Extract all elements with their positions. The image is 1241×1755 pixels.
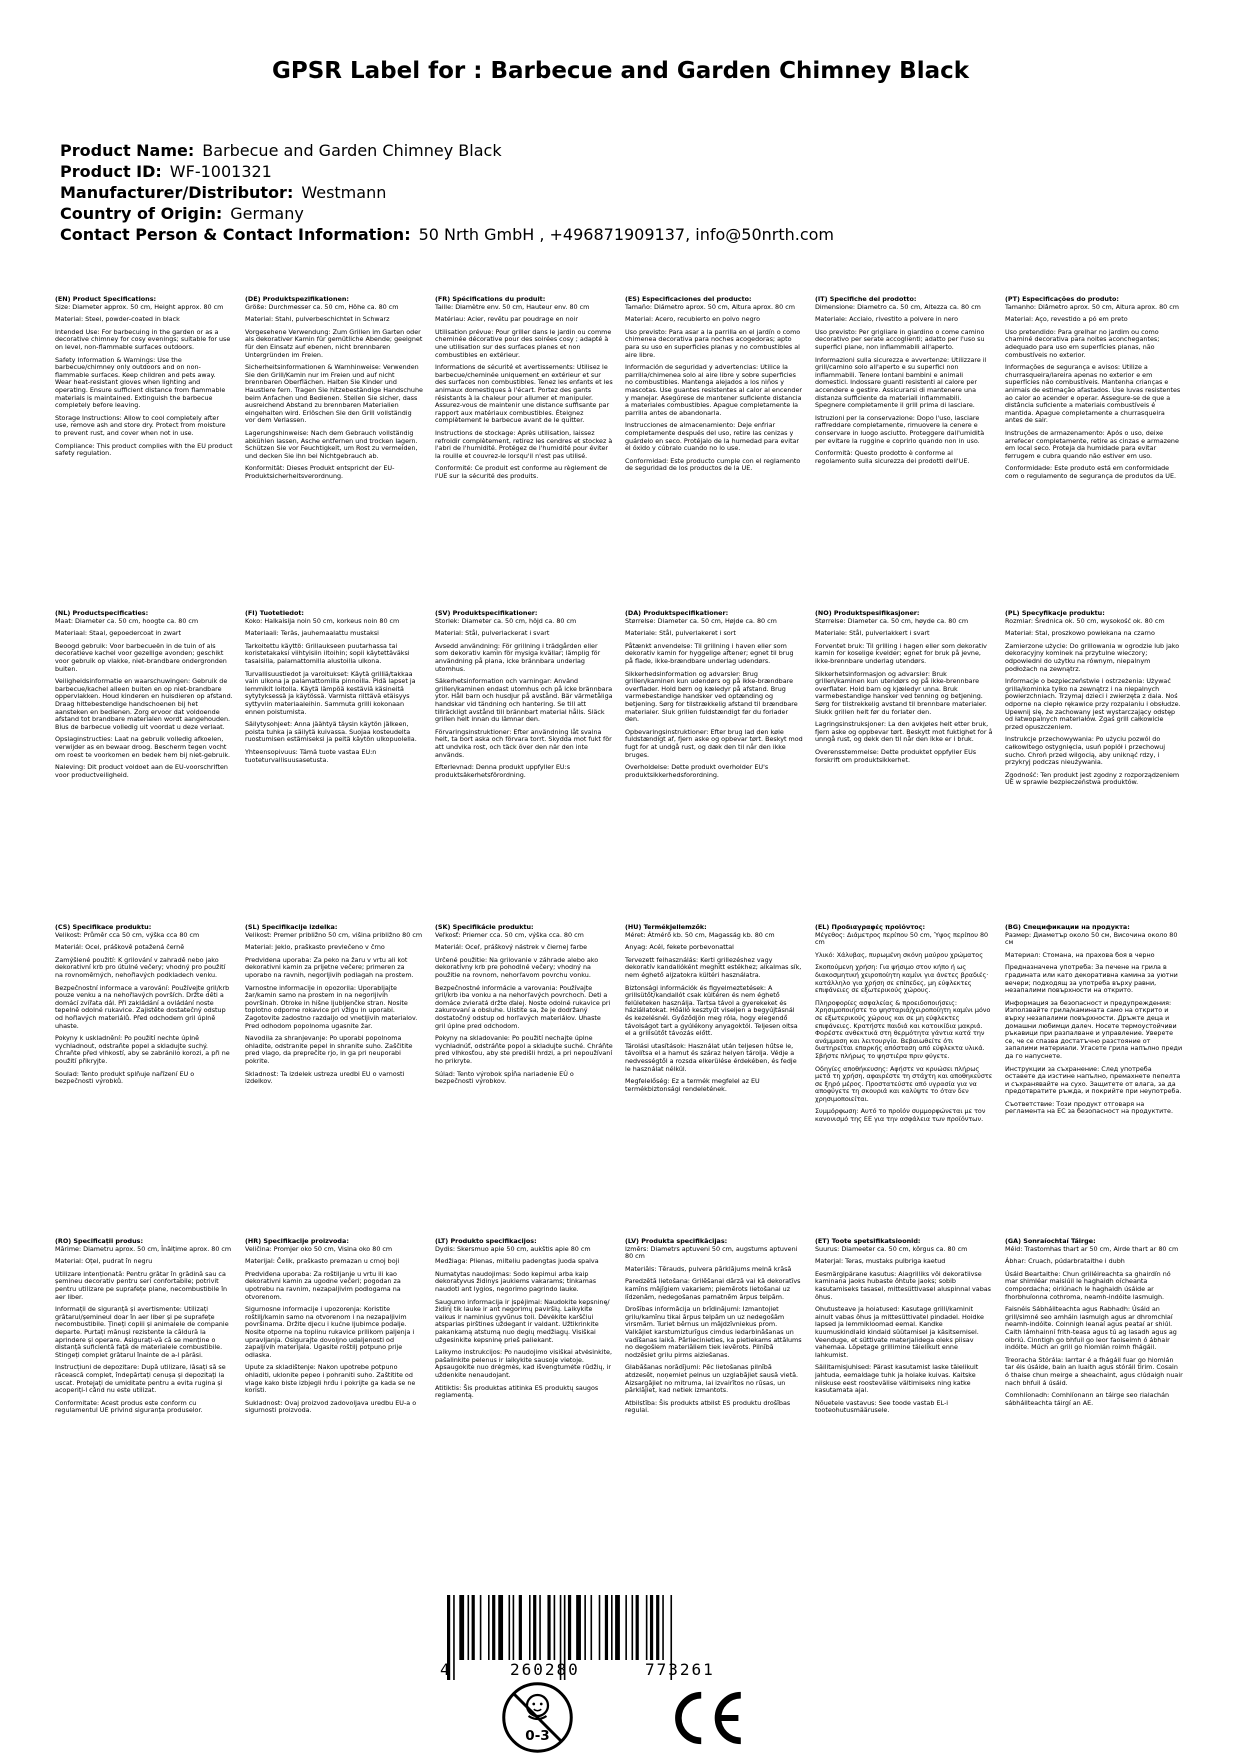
- barcode-bar: [488, 1595, 490, 1660]
- spec-column: [435, 924, 613, 1169]
- spec-line: Pokyny k uskladnění: Po použití nechte úplně vychladnout, odstraňte popel a skladujte suchý. Chraňte před vlhkostí, aby se zabránilo korozi, a při ne použití přikryjte.: [55, 1034, 230, 1065]
- spec-line: Treoracha Stórála: Iarrtar é a fhágáil fuar go hiomlán tar éis úsáide, bain an luaith agus stóráil tirim. Cosain ó thaise chun meirge a sheachaint, agus clúdaigh nuair nach bhfuil á úsáid.: [1005, 1355, 1183, 1387]
- spec-line: Comhlíonadh: Comhlíonann an táirge seo rialachán sábháilteachta táirgí an AE.: [1005, 1391, 1170, 1407]
- barcode-digits-right: 773261: [645, 1660, 715, 1679]
- info-value: Germany: [230, 204, 304, 223]
- barcode-bar: [599, 1595, 601, 1660]
- barcode-bar: [513, 1595, 515, 1660]
- spec-line: Materiál: Oceľ, práškový nástrek v čiernej farbe: [435, 943, 588, 952]
- spec-line: Intended Use: For barbecuing in the garden or as a decorative chimney for cosy evenings; suitable for use on level, non-flammable surfaces outdoors.: [55, 327, 231, 351]
- spec-line: Informacje o bezpieczeństwie i ostrzeżenia: Używać grilla/kominka tylko na zewnątrz i na niepalnych powierzchniach. Trzymaj dzieci i zwierzęta z dala. Noś odporne na ciepło rękawice przy rozpalaniu i obsłudze. Upewnij się, że zachowany jest wystarczający odstęp od łatwopalnych materiałów. Zgaś grill całkowicie przed opuszczeniem.: [1005, 677, 1181, 731]
- barcode-bar: [529, 1595, 531, 1660]
- spec-line: Sikkerhetsinformasjon og advarsler: Bruk grillen/kaminen kun utendørs og på ikke-brennbare overflater. Hold barn og kjæledyr unna. Bruk varmebestandige hansker ved tenning og betjening. Sørg for tilstrekkelig avstand til brennbare materialer. Slukk grillen helt før du forlater den.: [815, 669, 987, 716]
- spec-line: Förvaringsinstruktioner: Efter användning låt svalna helt, ta bort aska och förvara torrt. Skydda mot fukt för att undvika rost, och täck över den när den inte används.: [435, 727, 612, 759]
- barcode-bar: [480, 1595, 482, 1660]
- spec-line: Méret: Átmérő kb. 50 cm, Magasság kb. 80 cm: [625, 930, 775, 939]
- spec-column: [55, 1238, 233, 1483]
- spec-heading: (FR) Spécifications du produit:: [435, 296, 546, 303]
- barcode-digits-left: 260280: [510, 1660, 580, 1679]
- spec-line: Tárolási utasítások: Használat után teljesen hűtse le, távolítsa el a hamut és száraz helyen tárolja. Védje a nedvességtől a rozsda elkerülése érdekében, és fedje le használat nélkül.: [625, 1041, 797, 1073]
- spec-line: Tamanho: Diâmetro aprox. 50 cm, Altura aprox. 80 cm: [1005, 302, 1179, 311]
- spec-line: Materiale: Acciaio, rivestito a polvere in nero: [815, 315, 959, 324]
- spec-line: Säkerhetsinformation och varningar: Använd grillen/kaminen endast utomhus och på icke brännbara ytor. Håll barn och husdjur på avstånd. Bär värmetåliga handskar vid tändning och hantering. Se till att tillräckligt avstånd till brännbart material hålls. Släck grillen helt innan du lämnar den.: [435, 677, 613, 724]
- spec-line: Lagringsinstruksjoner: La den avkjøles helt etter bruk, fjern aske og oppbevar tørt. Beskytt mot fuktighet for å unngå rust, og dekk den til når den ikke er i bruk.: [815, 720, 993, 744]
- spec-line: Materiale: Stål, pulverlakeret i sort: [625, 629, 736, 638]
- spec-line: Instrucțiuni de depozitare: După utilizare, lăsați să se răcească complet, îndepărtați cenușa și depozitați la uscat. Protejați de umiditate pentru a evita rugina și acoperiți-l când nu este utilizat.: [55, 1363, 226, 1395]
- spec-line: Materiaali: Teräs, jauhemaalattu mustaksi: [245, 629, 379, 638]
- spec-line: Soulad: Tento produkt splňuje nařízení EU o bezpečnosti výrobků.: [55, 1069, 195, 1086]
- spec-line: Zgodność: Ten produkt jest zgodny z rozporządzeniem UE w sprawie bezpieczeństwa produktów.: [1005, 770, 1180, 787]
- spec-line: Información de seguridad y advertencias: Utilice la parrilla/chimenea solo al aire libre y sobre superficies no combustibles. Mantenga alejados a los niños y mascotas. Use guantes resistentes al calor al encender y manejar. Asegúrese de mantener suficiente distancia a materiales combustibles. Apague completamente la parrilla antes de abandonarla.: [625, 363, 803, 417]
- spec-line: Μέγεθος: Διάμετρος περίπου 50 cm, Ύψος περίπου 80 cm: [815, 930, 989, 947]
- spec-line: Material: Acero, recubierto en polvo negro: [625, 315, 761, 324]
- spec-line: Rozmiar: Średnica ok. 50 cm, wysokość ok. 80 cm: [1005, 616, 1165, 625]
- spec-line: Säilytysohjeet: Anna jäähtyä täysin käytön jälkeen, poista tuhka ja säilytä kuivassa. Suojaa kosteudelta ruostumisen estämiseksi ja peitä käytön ulkopuolella.: [245, 720, 417, 744]
- spec-line: Mărime: Diametru aprox. 50 cm, Înălțime aprox. 80 cm: [55, 1244, 232, 1253]
- spec-line: Dimensione: Diametro ca. 50 cm, Altezza ca. 80 cm: [815, 302, 981, 311]
- spec-line: Saugumo informacija ir įspėjimai: Naudokite kepsninę/židinį tik lauke ir ant negorimų paviršių. Laikykite vaikus ir naminius gyvūnus toli. Dėvėkite karščiui atsparias pirštines uždegant ir valdant. Užtikrinkite pakankamą atstumą nuo degių medžiagų. Visiškai užgesinkite kepsninę prieš paliekant.: [435, 1297, 610, 1344]
- spec-line: Glabāšanas norādījumi: Pēc lietošanas pilnībā atdzesēt, noņemiet pelnus un uzglabājiet sausā vietā. Aizsargājiet no mitruma, lai izvairītos no rūsas, un pārklājiet, kad netiek izmantots.: [625, 1363, 799, 1395]
- spec-line: Taille: Diamètre env. 50 cm, Hauteur env. 80 cm: [435, 302, 590, 311]
- info-value: WF-1001321: [169, 162, 272, 181]
- spec-line: Velikost: Premer približno 50 cm, višina približno 80 cm: [245, 930, 423, 939]
- spec-line: Conformité: Ce produit est conforme au règlement de l'UE sur la sécurité des produits.: [435, 464, 608, 480]
- product-id-row: [60, 161, 1180, 182]
- spec-line: Informazioni sulla sicurezza e avvertenze: Utilizzare il grill/camino solo all'aperto e su superfici non infiammabili. Tenere lontani bambini e animali domestici. Indossare guanti resistenti al calore per accendere e gestire. Assicurarsi di mantenere una distanza sufficiente da materiali infiammabili. Spegnere completamente il grill prima di lasciare.: [815, 355, 987, 410]
- spec-column: [55, 924, 233, 1169]
- spec-line: Tarkoitettu käyttö: Grillaukseen puutarhassa tai koristetakaksi viihtyisiin iltoihin; sopii käytettäväksi tasaisilla, palamattomilla alustoilla ulkona.: [245, 641, 410, 665]
- spec-heading: (SL) Specifikacije izdelka:: [245, 924, 338, 931]
- spec-line: Påtænkt anvendelse: Til grillning i haven eller som dekorativ kamin for hyggelige aftener; egnet til brug på flade, ikke-brændbare underlag udendørs.: [625, 641, 794, 665]
- spec-line: Paredzētā lietošana: Grilēšanai dārzā vai kā dekoratīvs kamīns mājīgiem vakariem; piemērots lietošanai uz līdzenām, nedegošanas pamatnēm ārpus telpām.: [625, 1277, 801, 1301]
- barcode-bar: [650, 1595, 653, 1660]
- spec-line: Naleving: Dit product voldoet aan de EU-voorschriften voor productveiligheid.: [55, 763, 228, 779]
- spec-line: Uso previsto: Per grigliare in giardino o come camino decorativo per serate accoglienti; adatto per l'uso su superfici piane, non infiammabili all'aperto.: [815, 327, 985, 351]
- spec-line: Materiāls: Tērauds, pulvera pārklājums melnā krāsā: [625, 1264, 792, 1273]
- barcode-bar: [576, 1595, 581, 1660]
- spec-line: Ábhar: Cruach, púdarbrataithe i dubh: [1005, 1257, 1125, 1266]
- spec-line: Suurus: Diameeter ca. 50 cm, kõrgus ca. 80 cm: [815, 1244, 968, 1253]
- spec-line: Material: Jeklo, praškasto prevlečeno v črno: [245, 943, 385, 952]
- spec-column: [435, 296, 613, 541]
- spec-line: Bezpečnostní informace a varování: Používejte gril/krb pouze venku a na nehořlavých površích. Držte děti a domácí zvířata dál. Při zakládání a ovládání noste tepelně odolné rukavice. Zajistěte dostatečný odstup od hořlavých materiálů. Před odchodem gril úplně uhaste.: [55, 983, 230, 1030]
- spec-heading: (DE) Produktspezifikationen:: [245, 296, 349, 303]
- spec-line: Koko: Halkaisija noin 50 cm, korkeus noin 80 cm: [245, 616, 400, 625]
- spec-line: Предназначена употреба: За печене на грила в градината или като декоративна камина за уютни вечери; подходящ за употреба върху равни, незапалими повърхности на открито.: [1005, 963, 1178, 995]
- spec-line: Skladnost: Ta izdelek ustreza uredbi EU o varnosti izdelkov.: [245, 1069, 405, 1086]
- spec-line: Dydis: Skersmuo apie 50 cm, aukštis apie 80 cm: [435, 1244, 591, 1253]
- spec-line: Utilisation prévue: Pour griller dans le jardin ou comme cheminée décorative pour des soirées cosy ; adapté à une utilisation sur des surfaces planes et non combustibles en extérieur.: [435, 327, 612, 359]
- spec-row-1: [55, 296, 1195, 541]
- spec-column: [625, 296, 803, 541]
- product-name-row: [60, 140, 1180, 161]
- barcode-bar: [509, 1595, 511, 1660]
- spec-line: Größe: Durchmesser ca. 50 cm, Höhe ca. 80 cm: [245, 302, 399, 311]
- spec-line: Material: Aço, revestido a pó em preto: [1005, 315, 1128, 324]
- spec-line: Sigurnosne informacije i upozorenja: Koristite roštilj/kamin samo na otvorenom i na nezapaljivim površinama. Držite djecu i kućne ljubimce podalje. Nosite otporne na toplinu rukavice prilikom paljenja i upravljanja. Osigurajte dovoljno udaljenosti od zapaljivih materijala. Ugasite roštilj potpuno prije odlaska.: [245, 1305, 415, 1359]
- spec-heading: (ES) Especificaciones del producto:: [625, 296, 752, 303]
- spec-line: Eesmärgipärane kasutus: Aiagrilliks või dekoratiivse kaminana jaoks hubaste õhtute jaoks; sobib kasutamiseks tasasel, mittesüttivasel aluspinnal vabas õhus.: [815, 1269, 992, 1301]
- spec-line: Veiligheidsinformatie en waarschuwingen: Gebruik de barbecue/kachel alleen buiten en op niet-brandbare oppervlakken. Houd kinderen en huisdieren op afstand. Draag hittebestendige handschoenen bij het aansteken en bedienen. Zorg ervoor dat voldoende afstand tot brandbare materialen wordt aangehouden. Blus de barbecue volledig uit voordat u deze verlaat.: [55, 677, 233, 731]
- spec-heading: (NL) Productspecificaties:: [55, 610, 149, 617]
- info-label: Product ID:: [60, 162, 162, 181]
- spec-line: Overensstemmelse: Dette produktet oppfyller EUs forskrift om produktsikkerhet.: [815, 747, 977, 764]
- spec-line: Instruções de armazenamento: Após o uso, deixe arrefecer completamente, retire as cinzas e armazene em local seco. Proteja da humidade para evitar ferrugem e cubra quando não estiver em uso.: [1005, 428, 1179, 460]
- spec-line: Safety Information & Warnings: Use the barbecue/chimney only outdoors and on non-flammable surfaces. Keep children and pets away. Wear heat-resistant gloves when lighting and operating. Ensure sufficient distance from flammable materials is maintained. Extinguish the barbecue completely before leaving.: [55, 355, 226, 410]
- page-title: GPSR Label for : Barbecue and Garden Chimney Black: [271, 58, 970, 84]
- spec-line: Veľkosť: Priemer cca. 50 cm, výška cca. 80 cm: [435, 930, 584, 939]
- spec-line: Matériau: Acier, revêtu par poudrage en noir: [435, 315, 578, 324]
- info-value: 50 Nrth GmbH , +496871909137, info@50nrth.com: [418, 225, 835, 244]
- product-info: [60, 140, 1180, 245]
- barcode-bar: [468, 1595, 470, 1660]
- barcode-bar: [568, 1595, 571, 1660]
- spec-line: Upute za skladištenje: Nakon upotrebe potpuno ohladiti, uklonite pepeo i pohraniti suho. Zaštitite od vlage kako biste izbjegli hrđu i pokrijte ga kada se ne koristi.: [245, 1363, 416, 1395]
- spec-line: Sikkerhedsinformation og advarsler: Brug grillen/kaminen kun udendørs og på ikke-brændbare overflader. Hold børn og kæledyr på afstand. Brug varmebestandige handsker ved optænding og betjening. Sørg for tilstrækkelig afstand til brændbare materialer. Sluk grillen fuldstændigt før du forlader den.: [625, 669, 798, 724]
- spec-line: Material: Stahl, pulverbeschichtet in Schwarz: [245, 315, 390, 324]
- spec-line: Informações de segurança e avisos: Utilize a churrasqueira/lareira apenas no exterior e em superfícies não combustíveis. Mantenha crianças e animais de estimação afastados. Use luvas resistentes ao calor ao acender e operar. Assegure-se de que a distância suficiente a materiais combustíveis é mantida. Apague completamente a churrasqueira antes de sair.: [1005, 363, 1181, 425]
- barcode-bar: [533, 1595, 536, 1660]
- spec-line: Sukladnost: Ovaj proizvod zadovoljava uredbu EU-a o sigurnosti proizvoda.: [245, 1398, 417, 1415]
- spec-line: Instrucciones de almacenamiento: Deje enfriar completamente después del uso, retire las cenizas y guárdelo en seco. Protéjalo de la humedad para evitar el óxido y cúbralo cuando no lo use.: [625, 421, 800, 453]
- spec-line: Instrukcje przechowywania: Po użyciu pozwól do całkowitego ostygnięcia, usuń popiół i przechowuj sucho. Chroń przed wilgocią, aby uniknąć rdzy, i przykryj podczas nieużywania.: [1005, 735, 1166, 767]
- spec-column: [245, 296, 423, 541]
- spec-line: Drošības informācija un brīdinājumi: Izmantojiet grilu/kamīnu tikai ārpus telpām un uz nedegošām virsmām. Turiet bērnus un mājdzīvniekus prom. Valkājiet karstumizturīgus cimdus iedarbināšanas un vadīšanas laikā. Pārliecinieties, ka pietiekams attālums no degošiem materiāliem tiek ievērots. Pilnībā nodzēsiet grilu pirms aiziešanas.: [625, 1305, 802, 1359]
- spec-column: [435, 610, 613, 850]
- spec-heading: (GA) Sonraíochtaí Táirge:: [1005, 1238, 1096, 1245]
- spec-heading: (IT) Specifiche del prodotto:: [815, 296, 917, 303]
- barcode-bar: [662, 1595, 664, 1660]
- barcode-bar: [591, 1595, 593, 1660]
- spec-line: Maat: Diameter ca. 50 cm, hoogte ca. 80 cm: [55, 616, 199, 625]
- barcode-bar: [625, 1595, 627, 1660]
- spec-heading: (PT) Especificações do produto:: [1005, 296, 1119, 303]
- spec-line: Úsáid Beartaithe: Chun grilléireachta sa ghairdín nó mar shimléar maisiúil le haghaidh oícheanta compordacha; oiriúnach le haghaidh úsáide ar fhorbhuíonna cothroma, neamh-indóite lasmuigh.: [1005, 1269, 1171, 1301]
- spec-line: Informații de siguranță și avertismente: Utilizați grătarul/șemineul doar în aer liber și pe suprafețe necombustibile. Țineți copiii și animalele de companie departe. Purtați mănuși rezistente la căldură la aprindere și operare. Asigurați-vă că se menține o distanță suficientă față de materialele combustibile. Stingeți complet grătarul înainte de a-l părăsi.: [55, 1305, 229, 1359]
- spec-heading: (SK) Špecifikácie produktu:: [435, 924, 534, 931]
- spec-column: [245, 610, 423, 850]
- spec-line: Πληροφορίες ασφαλείας & προειδοποιήσεις: Χρησιμοποιήστε το ψησταριά/χειροποίητη καμίνι μόνο σε εξωτερικούς χώρους και σε μη εύφλεκτες επιφάνειες. Κρατήστε παιδιά και κατοικίδια μακριά. Φορέστε ανθεκτικά στη θερμότητα γάντια κατά την ανάμμαση και λειτουργία. Βεβαιωθείτε ότι διατηρείται επαρκής απόσταση από εύφλεκτα υλικά. Σβήστε πλήρως το ψηστιέρα πριν φύγετε.: [815, 998, 991, 1060]
- spec-line: Numatytas naudojimas: Sodo kepimui arba kaip dekoratyvus židinys jaukiems vakarams; tinkamas naudoti ant lygios, negorimo pagrindo lauke.: [435, 1269, 597, 1293]
- spec-line: Predviđena uporaba: Za roštiljanje u vrtu ili kao dekorativni kamin za ugodne večeri; pogodan za upotrebu na ravnim, nezapaljivim podlogama na otvorenom.: [245, 1269, 401, 1301]
- spec-line: Material: Steel, powder-coated in black: [55, 315, 180, 324]
- barcode-bar: [554, 1595, 556, 1660]
- spec-heading: (HU) Termékjellemzők:: [625, 924, 707, 931]
- spec-line: Atitiktis: Šis produktas atitinka ES produktų saugos reglamentą.: [435, 1383, 599, 1400]
- barcode-bar: [492, 1595, 495, 1660]
- spec-line: Ohutusteave ja hoiatused: Kasutage grilli/kaminit ainult vabas õhus ja mittesüttivatel pindadel. Hoidke lapsed ja lemmikloomad eemal. Kandke kuumuskindlaid kindaid süütamisel ja käsitsemisel. Veenduge, et süttivate materjalidega oleks piisav vahemaa. Lõpetage grillimine täielikult enne lahkumist.: [815, 1305, 984, 1359]
- spec-column: [55, 610, 233, 850]
- spec-line: Uso pretendido: Para grelhar no jardim ou como chaminé decorativa para noites aconchegantes; adequado para uso em superfícies planas, não combustíveis no exterior.: [1005, 327, 1160, 359]
- spec-line: Konformität: Dieses Produkt entspricht der EU-Produktsicherheitsverordnung.: [245, 464, 395, 480]
- spec-line: Forventet bruk: Til grilling i hagen eller som dekorativ kamin for koselige kvelder; egnet for bruk på jevne, ikke-brennbare underlag utendørs.: [815, 641, 987, 665]
- svg-text:0-3: 0-3: [525, 1728, 550, 1744]
- spec-line: Storage Instructions: Allow to cool completely after use, remove ash and store dry. Protect from moisture to prevent rust, and cover when not in use.: [55, 413, 226, 437]
- spec-line: Faisnéis Sábháilteachta agus Rabhadh: Úsáid an grill/simné seo amháin lasmuigh agus ar dhromchlaí neamh-indóite. Coinnigh leanaí agus peataí ar shiúl. Caith lámhainní frith-teasa agus tú ag lasadh agus ag oibriú. Cinntigh go bhfuil go leor faoiseimh ó ábhair indóite. Múch an grill go hiomlán roimh fhágáil.: [1005, 1305, 1177, 1352]
- spec-line: Izmērs: Diametrs aptuveni 50 cm, augstums aptuveni 80 cm: [625, 1244, 798, 1261]
- contact-row: [60, 224, 1180, 245]
- barcode-bar: [472, 1595, 475, 1660]
- spec-column: [815, 1238, 993, 1483]
- spec-row-2: [55, 610, 1195, 850]
- spec-line: Размер: Диаметър около 50 см, Височина около 80 см: [1005, 930, 1178, 947]
- spec-column: [625, 610, 803, 850]
- spec-line: Conformitate: Acest produs este conform cu regulamentul UE privind siguranța produselor.: [55, 1398, 203, 1415]
- spec-heading: (FI) Tuotetiedot:: [245, 610, 304, 617]
- info-label: Country of Origin:: [60, 204, 223, 223]
- spec-heading: (EN) Product Specifications:: [55, 296, 157, 303]
- spec-column: [55, 296, 233, 541]
- spec-heading: (BG) Спецификации на продукта:: [1005, 924, 1130, 931]
- spec-line: Pokyny na skladovanie: Po použití nechajte úplne vychladnúť, odstráňte popol a skladujte suché. Chráňte pred vlhkosťou, aby ste predišli hrdzi, a pri nepoužívaní ho prikryte.: [435, 1034, 613, 1065]
- barcode-bar: [656, 1595, 659, 1660]
- spec-row-4: [55, 1238, 1195, 1483]
- spec-line: Uso previsto: Para asar a la parrilla en el jardín o como chimenea decorativa para noches acogedoras; apto para su uso en superficies planas y no combustibles al aire libre.: [625, 327, 801, 359]
- spec-heading: (CS) Specifikace produktu:: [55, 924, 152, 931]
- info-label: Contact Person & Contact Information:: [60, 225, 411, 244]
- spec-line: Opbevaringsinstruktioner: Efter brug lad den køle fuldstændigt af, fjern aske og opbevar tørt. Beskyt mod fugt for at undgå rust, og dæk den til når den ikke bruges.: [625, 727, 803, 759]
- spec-line: Materiál: Ocel, práškově potažená černě: [55, 943, 185, 952]
- spec-line: Biztonsági információk és figyelmeztetések: A grillsütőt/kandallót csak kültéren és nem éghető felületeken használja. Tartsa távol a gyerekeket és háziállatokat. Hőálló kesztyűt viseljen a begyújtásnál és kezelésnél. Győződjön meg róla, hogy elegendő távolságot tart a gyúlékony anyagoktól. Teljesen oltsa el a grillsütőt távozás előtt.: [625, 983, 798, 1038]
- spec-line: Conformidad: Este producto cumple con el reglamento de seguridad de los productos de la UE.: [625, 456, 801, 473]
- spec-line: Compliance: This product complies with the EU product safety regulation.: [55, 441, 233, 458]
- spec-line: Turvallisuustiedot ja varoitukset: Käytä grilliä/takkaa vain ulkona ja palamattomilla pinnoilla. Pidä lapset ja lemmikit loitolla. Käytä lämpöä kestäviä käsineitä sytytyksessä ja käytössä. Varmista riittävä etäisyys syttyviin materiaaleihin. Sammuta grilli kokonaan ennen poistumista.: [245, 669, 416, 716]
- spec-heading: (DA) Produktspecifikationer:: [625, 610, 729, 617]
- spec-heading: (EL) Προδιαγραφές προϊόντος:: [815, 924, 926, 931]
- spec-line: Materiał: Stal, proszkowo powlekana na czarno: [1005, 629, 1155, 638]
- spec-line: Storlek: Diameter ca. 50 cm, höjd ca. 80 cm: [435, 616, 577, 625]
- spec-line: Opslaginstructies: Laat na gebruik volledig afkoelen, verwijder as en bewaar droog. Bescherm tegen vocht om roest te voorkomen en bedek hem bij niet-gebruik.: [55, 735, 231, 759]
- spec-column: [815, 610, 993, 850]
- barcode-bar: [453, 1595, 455, 1680]
- spec-line: Zamierzone użycie: Do grillowania w ogrodzie lub jako dekoracyjny kominek na przytulne wieczory; odpowiedni do użytku na równym, niepalnym podłożach na zewnątrz.: [1005, 641, 1180, 673]
- spec-line: Υλικό: Χάλυβας, πυρωμένη σκόνη μαύρου χρώματος: [815, 950, 983, 959]
- age-warning-0-3-icon: [500, 1680, 575, 1755]
- info-label: Product Name:: [60, 141, 195, 160]
- spec-line: Zamýšlené použití: K grilování v zahradě nebo jako dekorativní krb pro útulné večery; vhodný pro použití na rovnoměrných, nehořlavých podkladech venku.: [55, 955, 226, 979]
- spec-line: Overholdelse: Dette produkt overholder EU's produktsikkerhedsforordning.: [625, 763, 769, 779]
- spec-line: Navodila za shranjevanje: Po uporabi popolnoma ohladite, odstranite pepel in shranite suho. Zaščitite pred vlago, da preprečite rjo, in ga pri neuporabi pokrite.: [245, 1034, 413, 1065]
- spec-line: Veličina: Promjer oko 50 cm, Visina oko 80 cm: [245, 1244, 393, 1253]
- barcode-bar: [459, 1595, 464, 1660]
- spec-heading: (NO) Produktspesifikasjoner:: [815, 610, 920, 617]
- spec-line: Material: Stål, pulverlackerat i svart: [435, 629, 550, 638]
- spec-line: Predvidena uporaba: Za peko na žaru v vrtu ali kot dekorativni kamin za prijetne večere; primeren za uporabo na ravnih, negorljivih podlagah na prostem.: [245, 955, 414, 979]
- spec-line: Size: Diameter approx. 50 cm, Height approx. 80 cm: [55, 302, 224, 311]
- country-row: [60, 203, 1180, 224]
- spec-line: Yhteensopivuus: Tämä tuote vastaa EU:n tuoteturvallisuusasetusta.: [245, 747, 377, 764]
- barcode-bar: [519, 1595, 522, 1660]
- spec-column: [245, 924, 423, 1169]
- spec-column: [1005, 924, 1183, 1169]
- spec-line: Informations de sécurité et avertissements: Utilisez le barbecue/cheminée uniquement en extérieur et sur des surfaces non combustibles. Tenez les enfants et les animaux domestiques à l'écart. Portez des gants résistants à la chaleur pour allumer et manipuler. Assurez-vous de maintenir une distance suffisante par rapport aux matériaux combustibles. Éteignez complètement le barbecue avant de le quitter.: [435, 363, 613, 425]
- spec-line: Material: Oțel, pudrat în negru: [55, 1257, 153, 1266]
- spec-column: [435, 1238, 613, 1483]
- spec-heading: (SV) Produktspecifikationer:: [435, 610, 538, 617]
- spec-column: [625, 924, 803, 1169]
- spec-line: Bezpečnostné informácie a varovania: Používajte gril/krb iba vonku a na nehorľavých povrchoch. Deti a domáce zvieratá držte ďalej. Noste odolné rukavice pri zakurovaní a obsluhe. Uistite sa, že je dodržaný dostatočný odstup od horľavých materiálov. Uhaste gril úplne pred odchodom.: [435, 983, 611, 1030]
- spec-line: Conformità: Questo prodotto è conforme al regolamento sulla sicurezza dei prodotti dell'UE.: [815, 449, 970, 465]
- spec-line: Medžiaga: Plienas, milteliu padengtas juoda spalva: [435, 1257, 599, 1266]
- spec-row-3: [55, 924, 1195, 1169]
- spec-line: Nõuetele vastavus: See toode vastab EL-i tooteohutusmäärusele.: [815, 1398, 949, 1415]
- spec-line: Lagerungshinweise: Nach dem Gebrauch vollständig abkühlen lassen, Asche entfernen und trocken lagern. Schützen Sie vor Feuchtigkeit, um Rost zu vermeiden, und decken Sie ihn bei Nichtgebrauch ab.: [245, 428, 418, 460]
- spec-heading: (PL) Specyfikacje produktu:: [1005, 610, 1105, 617]
- spec-line: Laikymo instrukcijos: Po naudojimo visiškai atvėsinkite, pašalinkite pelenus ir laikykite sausoje vietoje. Apsaugokite nuo drėgmės, kad išvengtumėte rūdžių, ir uždenkite nenaudojant.: [435, 1348, 613, 1379]
- spec-line: Tervezett felhasználás: Kerti grillezéshez vagy dekoratív kandallóként meghitt estékhez; alkalmas sík, nem éghető aljzatokra kültéri használatra.: [625, 955, 802, 979]
- spec-line: Efterlevnad: Denna produkt uppfyller EU:s produktsäkerhetsförordning.: [435, 763, 571, 779]
- spec-line: Инструкции за съхранение: След употреба оставете да изстине напълно, премахнете пепелта и съхранявайте на сухо. Защитете от влага, за да предотвратите ръжда, и покрийте при неупотреба.: [1005, 1064, 1182, 1096]
- spec-line: Materjal: Teras, mustaks pulbriga kaetud: [815, 1257, 946, 1266]
- barcode-bar: [636, 1595, 639, 1660]
- info-value: Westmann: [301, 183, 387, 202]
- spec-line: Съответствие: Този продукт отговаря на регламента на ЕС за безопасност на продуктите.: [1005, 1099, 1173, 1116]
- barcode-bar: [584, 1595, 586, 1660]
- spec-line: Materiale: Stål, pulverlakkert i svart: [815, 629, 930, 638]
- spec-column: [1005, 610, 1183, 850]
- spec-line: Méid: Trastomhas thart ar 50 cm, Airde thart ar 80 cm: [1005, 1244, 1179, 1253]
- spec-line: Materiaal: Staal, gepoedercoat in zwart: [55, 629, 182, 638]
- spec-line: Instructions de stockage: Après utilisation, laissez refroidir complètement, retirez les cendres et stockez à l'abri de l'humidité. Protégez de l'humidité pour éviter la rouille et couvrez-le lorsqu'il n'est pas utilisé.: [435, 428, 613, 460]
- barcode-bar: [632, 1595, 634, 1660]
- spec-line: Οδηγίες αποθήκευσης: Αφήστε να κρυώσει πλήρως μετά τη χρήση, αφαιρέστε τη στάχτη και αποθηκεύστε σε ξηρό μέρος. Προστατεύστε από υγρασία για να αποφύγετε τη σκουριά και καλύψτε το όταν δεν χρησιμοποιείται.: [815, 1064, 993, 1103]
- barcode-bar: [615, 1595, 620, 1660]
- spec-heading: (HR) Specifikacije proizvoda:: [245, 1238, 349, 1245]
- spec-heading: (ET) Toote spetsifikatsioonid:: [815, 1238, 921, 1245]
- spec-line: Materijal: Čelik, praškasto premazan u crnoj boji: [245, 1257, 400, 1266]
- barcode-bar: [646, 1595, 648, 1660]
- spec-line: Súlad: Tento výrobok spĺňa nariadenie EÚ o bezpečnosti výrobkov.: [435, 1069, 574, 1086]
- spec-line: Информация за безопасност и предупреждения: Използвайте грила/камината само на открито и върху незапалими повърхности. Дръжте деца и домашни любимци далеч. Носете термоустойчиви ръкавици при разпалване и управление. Уверете се, че се спазва достатъчно разстояние от запалими материали. Угасете грила напълно преди да го напуснете.: [1005, 998, 1183, 1060]
- spec-line: Beoogd gebruik: Voor barbecueën in de tuin of als decoratieve kachel voor gezellige avonden; geschikt voor gebruik op vlakke, niet-brandbare ondergronden buiten.: [55, 641, 227, 673]
- spec-heading: (LV) Produkta specifikācijas:: [625, 1238, 728, 1245]
- spec-line: Avsedd användning: För grillning i trädgården eller som dekorativ kamin för mysiga kvällar; lämplig för användning på plana, icke brännbara underlag utomhus.: [435, 641, 601, 673]
- barcode-bar: [539, 1595, 541, 1660]
- spec-line: Vorgesehene Verwendung: Zum Grillen im Garten oder als dekorativer Kamin für gemütliche Abende; geeignet für den Einsatz auf ebenen, nicht brennbaren Untergründen im Freien.: [245, 327, 423, 359]
- spec-line: Určené použitie: Na grilovanie v záhrade alebo ako dekoratívny krb pre pohodlné večery; vhodný na použitie na rovnom, nehorľavom povrchu vonku.: [435, 955, 599, 979]
- spec-line: Istruzioni per la conservazione: Dopo l'uso, lasciare raffreddare completamente, rimuovere la cenere e conservare in luogo asciutto. Proteggere dall'umidità per evitare la ruggine e coprirlo quando non in uso.: [815, 413, 985, 445]
- spec-line: Størrelse: Diameter ca. 50 cm, Højde ca. 80 cm: [625, 616, 777, 625]
- spec-heading: (LT) Produkto specifikacijos:: [435, 1238, 537, 1245]
- barcode-bar: [498, 1595, 503, 1660]
- spec-column: [815, 296, 993, 541]
- ce-mark-icon: [664, 1688, 748, 1748]
- spec-line: Anyag: Acél, fekete porbevonattal: [625, 943, 734, 952]
- spec-line: Материал: Стомана, на прахова боя в черно: [1005, 950, 1155, 959]
- spec-line: Varnostne informacije in opozorila: Uporabljajte žar/kamin samo na prostem in na negorljivih površinah. Otroke in hišne ljubljenčke stran. Nosite toplotno odporne rokavice pri vžigu in uporabi. Zagotovite zadostno razdaljo od vnetljivih materialov. Pred odhodom popolnoma ugasnite žar.: [245, 983, 418, 1030]
- spec-column: [625, 1238, 803, 1483]
- barcode-bar: [605, 1595, 608, 1660]
- spec-line: Atbilstība: Šis produkts atbilst ES produktu drošības regulai.: [625, 1398, 791, 1415]
- spec-line: Tamaño: Diámetro aprox. 50 cm, Altura aprox. 80 cm: [625, 302, 795, 311]
- spec-column: [815, 924, 993, 1169]
- spec-line: Utilizare intenționată: Pentru grătar în grădină sau ca șemineu decorativ pentru seri confortabile; potrivit pentru utilizare pe suprafețe plane, necombustibile în aer liber.: [55, 1269, 228, 1301]
- spec-line: Megfelelőség: Ez a termék megfelel az EU termékbiztonsági rendeletének.: [625, 1077, 760, 1093]
- manufacturer-row: [60, 182, 1180, 203]
- spec-line: Σκοπούμενη χρήση: Για ψήσιμο στον κήπο ή ως διακοσμητική χειροποίητη καμίνι για άνετες βραδιές· κατάλληλο για χρήση σε επίπεδες, μη εύφλεκτες επιφάνειες σε εξωτερικούς χώρους.: [815, 963, 989, 995]
- spec-column: [1005, 296, 1183, 541]
- spec-column: [245, 1238, 423, 1483]
- spec-heading: (RO) Specificații produs:: [55, 1238, 144, 1245]
- spec-line: Sicherheitsinformationen & Warnhinweise: Verwenden Sie den Grill/Kamin nur im Freien und auf nicht brennbaren Oberflächen. Halten Sie Kinder und Haustiere fern. Tragen Sie hitzebeständige Handschuhe beim Anfachen und Bedienen. Stellen Sie sicher, dass ausreichend Abstand zu brennbaren Materialien eingehalten wird. Erlöschen Sie den Grill vollständig vor dem Verlassen.: [245, 363, 423, 425]
- barcode-bar: [547, 1595, 550, 1660]
- spec-line: Συμμόρφωση: Αυτό το προϊόν συμμορφώνεται με τον κανονισμό της ΕΕ για την ασφάλεια των προϊόντων.: [815, 1107, 986, 1124]
- spec-column: [1005, 1238, 1183, 1483]
- barcode-bar: [611, 1595, 613, 1660]
- spec-line: Størrelse: Diameter ca. 50 cm, høyde ca. 80 cm: [815, 616, 969, 625]
- info-value: Barbecue and Garden Chimney Black: [202, 141, 502, 160]
- spec-line: Säilitamisjuhised: Pärast kasutamist laske täielikult jahtuda, eemaldage tuhk ja hoiake kuivas. Kaitske niiskuse eest roostevälise vältimiseks ning katke kasutamata ajal.: [815, 1363, 979, 1395]
- spec-line: Conformidade: Este produto está em conformidade com o regulamento de segurança de produtos da UE.: [1005, 464, 1177, 480]
- spec-line: Velikost: Průměr cca 50 cm, výška cca 80 cm: [55, 930, 200, 939]
- info-label: Manufacturer/Distributor:: [60, 183, 294, 202]
- barcode-digit-prefix: 4: [440, 1660, 452, 1679]
